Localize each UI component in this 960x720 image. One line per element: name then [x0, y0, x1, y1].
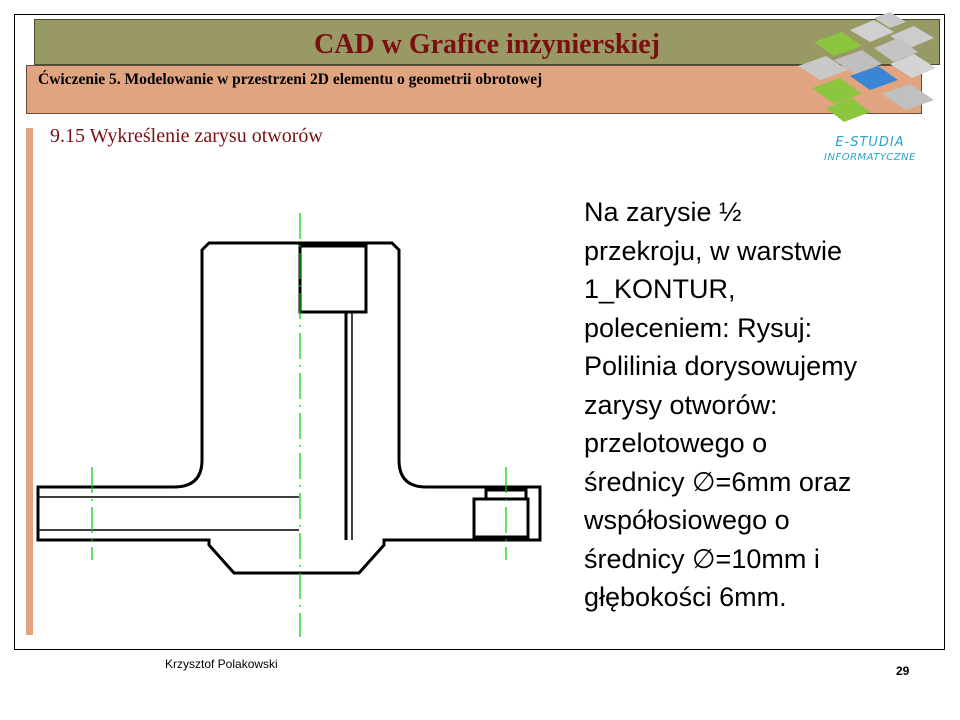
instruction-line: średnicy ∅=6mm oraz [584, 466, 852, 497]
author-name: Krzysztof Polakowski [165, 657, 278, 671]
logo-text-estudia: E-STUDIA [835, 135, 905, 150]
logo-tiles-icon [798, 12, 936, 122]
logo-text-informatyczne: INFORMATYCZNE [824, 152, 916, 163]
instruction-line: Polilinia dorysowujemy [584, 351, 858, 381]
instruction-line: 1_KONTUR, [584, 274, 736, 304]
section-heading: 9.15 Wykreślenie zarysu otworów [50, 125, 323, 147]
instruction-text [584, 193, 924, 617]
technical-drawing [34, 205, 574, 640]
page-number: 29 [896, 664, 910, 678]
instruction-line: średnicy ∅=10mm i [584, 543, 820, 574]
instruction-line: przelotowego o [584, 428, 768, 458]
instruction-line: poleceniem: Rysuj: [584, 312, 813, 343]
instruction-line: przekroju, w warstwie [584, 235, 843, 266]
counterbore-outline [474, 499, 528, 537]
left-accent-bar [26, 128, 33, 635]
exercise-subtitle: Ćwiczenie 5. Modelowanie w przestrzeni 2D elementu o geometrii obrotowej [38, 71, 543, 88]
upper-bore-block [300, 246, 366, 312]
instruction-line: współosiowego o [584, 505, 790, 535]
instruction-line: Na zarysie ½ [584, 197, 742, 227]
instruction-line: głębokości 6mm. [584, 582, 787, 612]
part-outline [38, 243, 540, 573]
page-title: CAD w Grafice inżynierskiej [313, 29, 661, 60]
instruction-line: zarysy otworów: [584, 389, 778, 420]
